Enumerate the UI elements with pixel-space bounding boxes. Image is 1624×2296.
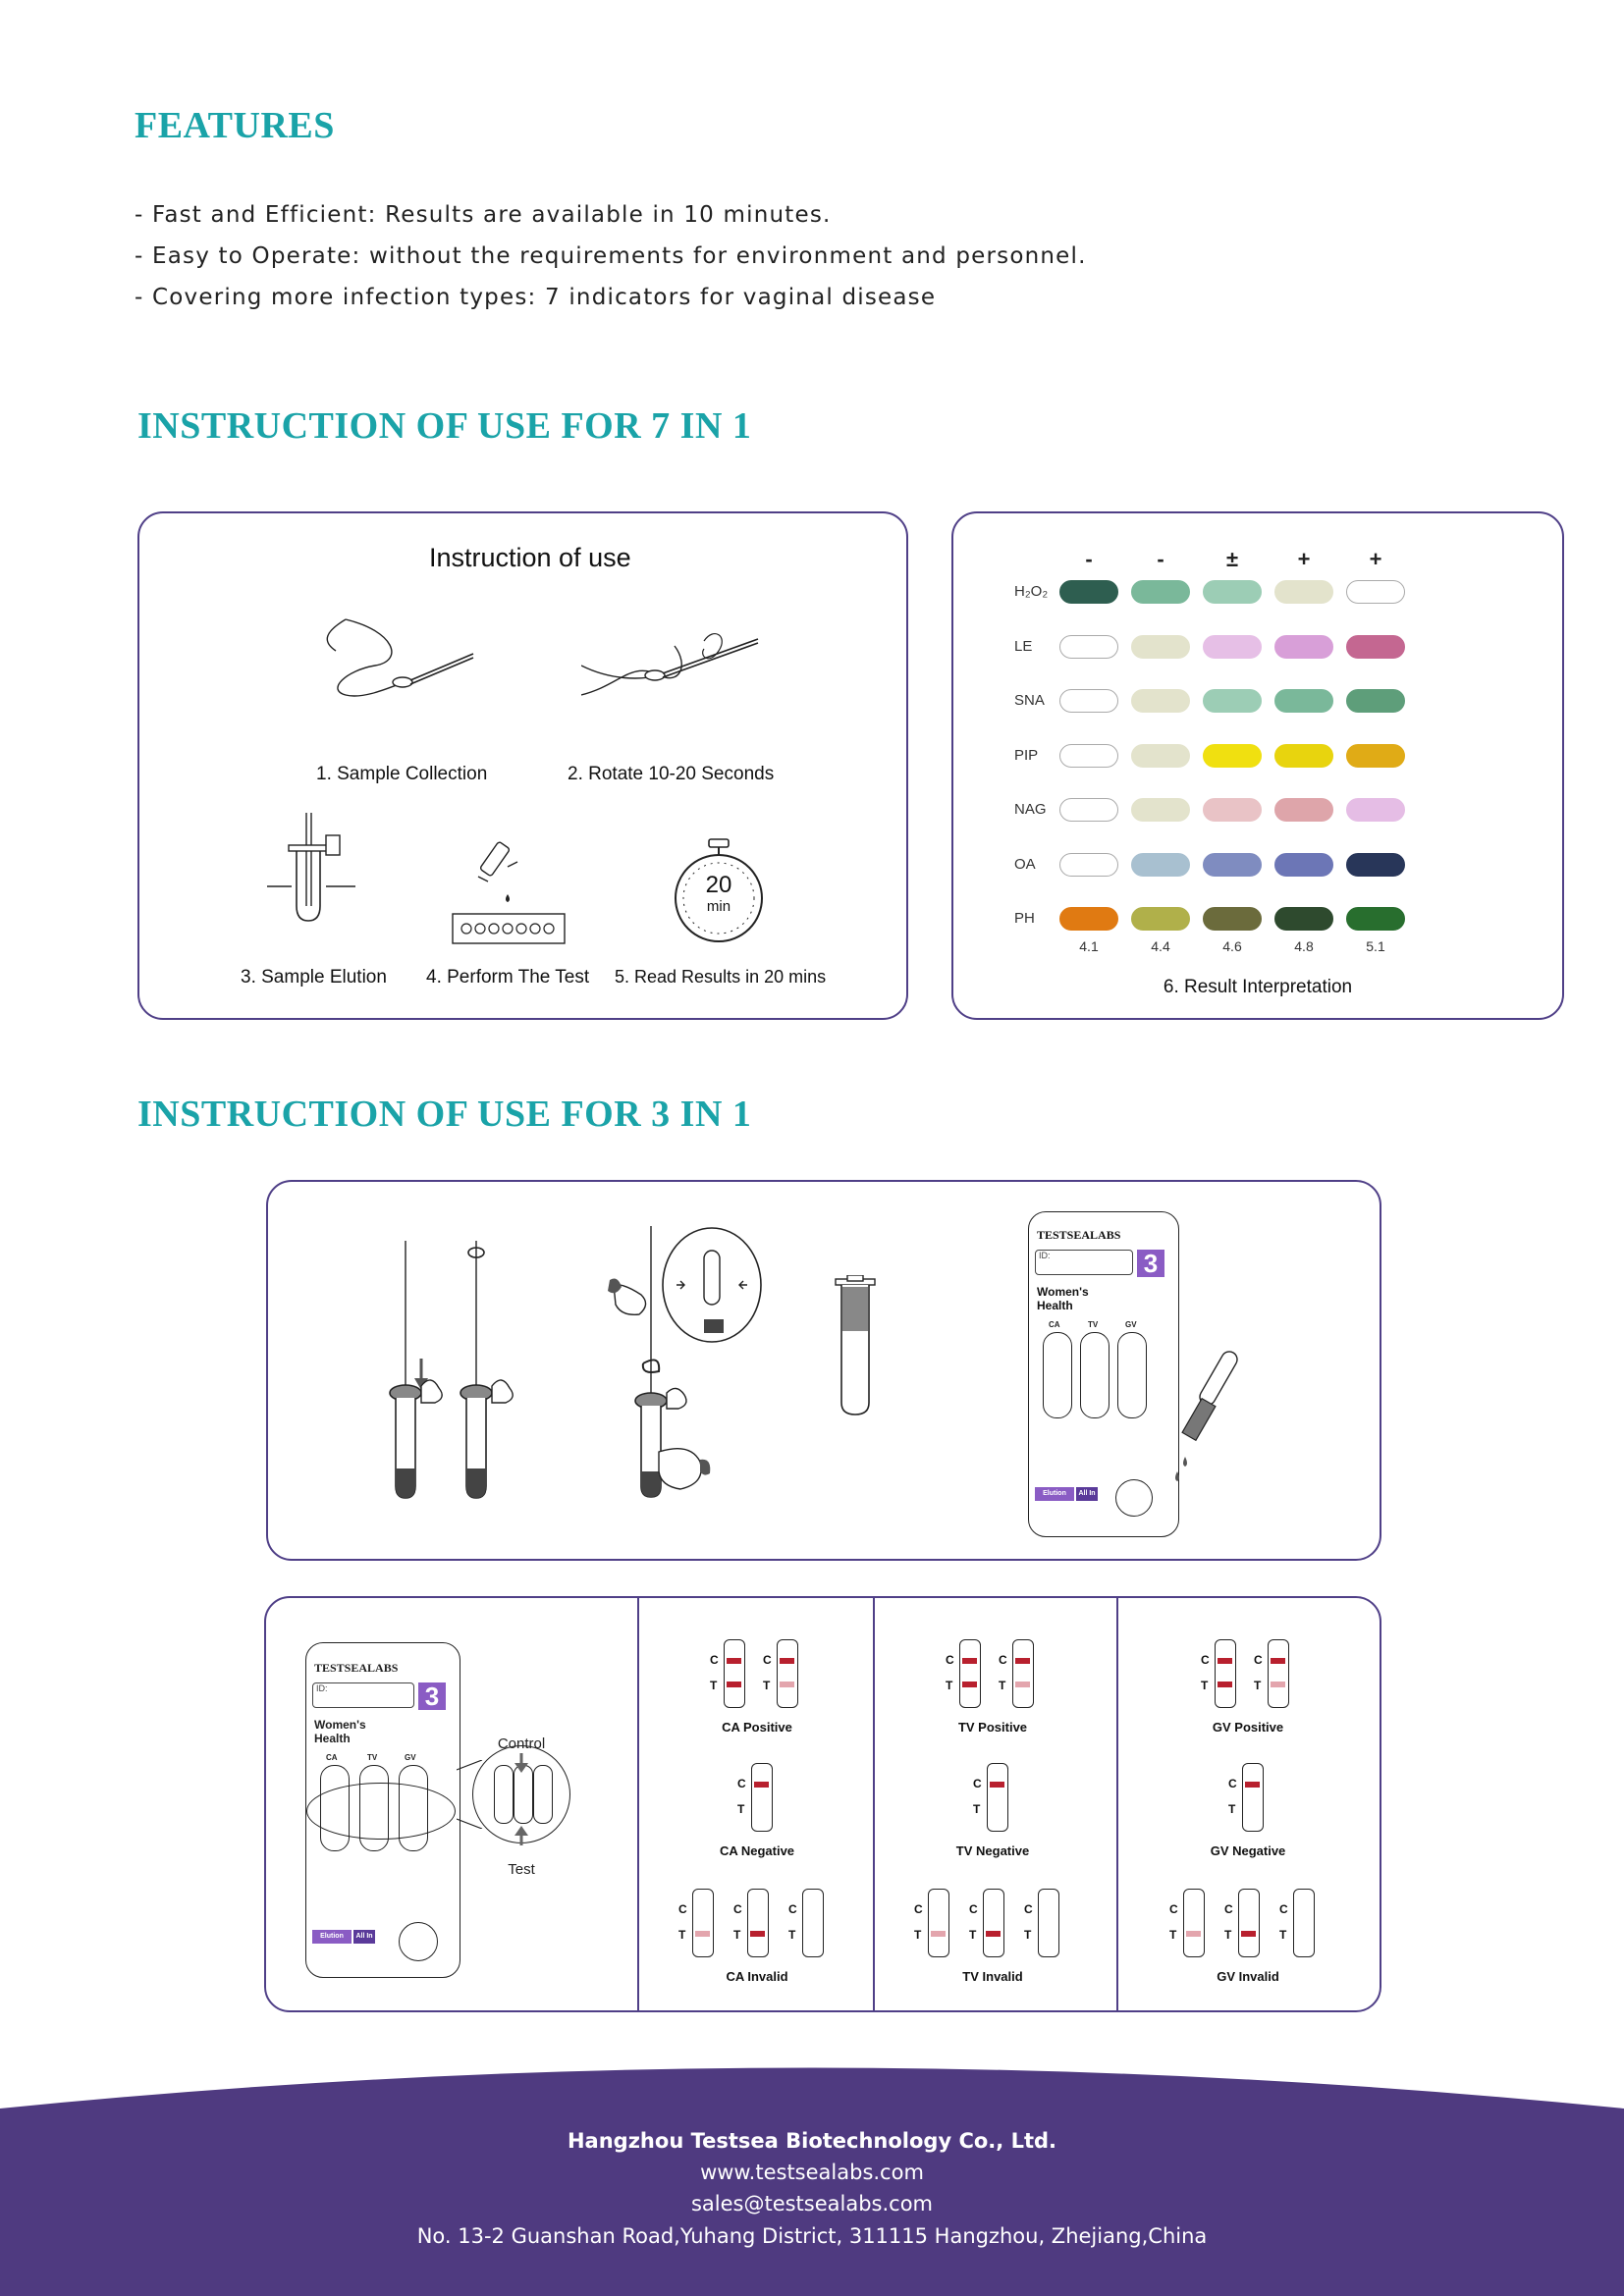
positive-caption: GV Positive [1212, 1720, 1284, 1735]
color-swatch [1059, 635, 1118, 659]
test-strip [692, 1889, 714, 1957]
dropper-icon [1160, 1349, 1258, 1496]
indicator-label: OA [1014, 855, 1036, 873]
control-letter: C [1169, 1902, 1178, 1916]
step-5-caption: 5. Read Results in 20 mins [615, 967, 827, 987]
features-heading: FEATURES [135, 105, 335, 146]
footer-website[interactable]: www.testsealabs.com [700, 2161, 924, 2184]
test-letter: T [946, 1679, 953, 1692]
channel-label-gv: GV [1125, 1320, 1137, 1329]
device-brand: TESTSEALABS [1037, 1228, 1121, 1242]
test-strip [928, 1889, 949, 1957]
color-swatch [1274, 635, 1333, 659]
color-swatch [1274, 689, 1333, 713]
zoom-connector [457, 1760, 486, 1829]
instruction-panel-title: Instruction of use [429, 543, 631, 572]
test-strip [1242, 1763, 1264, 1832]
result-device-brand: TESTSEALABS [314, 1661, 399, 1675]
timer-unit: min [706, 898, 731, 915]
tube-swab-insert-icon [366, 1241, 582, 1516]
control-letter: C [914, 1902, 923, 1916]
control-band [990, 1782, 1004, 1788]
result-device-title [314, 1718, 366, 1745]
color-swatch [1274, 853, 1333, 877]
result-device-title-line1: Women's [314, 1718, 366, 1732]
test-strip [777, 1639, 798, 1708]
negative-caption: TV Negative [955, 1843, 1030, 1858]
test-strip [987, 1763, 1008, 1832]
test-letter: T [1254, 1679, 1262, 1692]
result-interpretation-caption: 6. Result Interpretation [1163, 977, 1353, 997]
color-swatch [1131, 853, 1190, 877]
result-device-number: 3 [418, 1682, 446, 1710]
control-band [780, 1658, 794, 1664]
control-letter: C [969, 1902, 978, 1916]
result-device-title-line2: Health [314, 1732, 351, 1745]
test-band [962, 1682, 977, 1687]
test-letter: T [1169, 1928, 1177, 1942]
zoom-window-tv [514, 1765, 533, 1824]
color-swatch [1203, 798, 1262, 822]
test-letter: T [999, 1679, 1006, 1692]
color-swatch [1059, 580, 1118, 604]
color-swatch [1059, 689, 1118, 713]
test-band [750, 1931, 765, 1937]
color-swatch [1346, 689, 1405, 713]
device-title-line1: Women's [1037, 1285, 1089, 1299]
test-strip [1238, 1889, 1260, 1957]
color-swatch [1346, 580, 1405, 604]
result-interpretation-panel [951, 511, 1564, 1020]
control-letter: C [710, 1653, 719, 1667]
control-letter: C [999, 1653, 1007, 1667]
sample-tube-icon [826, 1275, 885, 1417]
color-swatch [1131, 635, 1190, 659]
color-swatch [1346, 798, 1405, 822]
control-band [754, 1782, 769, 1788]
invalid-caption: TV Invalid [962, 1969, 1023, 1984]
color-swatch [1203, 635, 1262, 659]
test-band [727, 1682, 741, 1687]
elution-label: Elution [1035, 1487, 1074, 1501]
control-letter: C [1201, 1653, 1210, 1667]
test-strip [1012, 1639, 1034, 1708]
test-band [1015, 1682, 1030, 1687]
test-band [1271, 1682, 1285, 1687]
control-letter: C [973, 1777, 982, 1790]
test-strip [1215, 1639, 1236, 1708]
test-letter: T [1201, 1679, 1209, 1692]
result-sign: - [1157, 547, 1164, 571]
result-channel-gv: GV [405, 1753, 416, 1762]
color-swatch [1203, 580, 1262, 604]
control-letter: C [788, 1902, 797, 1916]
sample-well [1115, 1479, 1153, 1517]
indicator-label: PH [1014, 910, 1035, 927]
test-strip [1183, 1889, 1205, 1957]
dropper-cassette-icon [449, 837, 576, 945]
device-id-field: ID: [1035, 1250, 1133, 1275]
footer-address: No. 13-2 Guanshan Road,Yuhang District, 311115 Hangzhou, Zhejiang,China [416, 2224, 1208, 2248]
color-swatch [1131, 689, 1190, 713]
result-cassette [305, 1642, 460, 1978]
color-swatch [1274, 580, 1333, 604]
device-title [1037, 1285, 1089, 1312]
features-list [135, 194, 1087, 318]
invalid-caption: GV Invalid [1217, 1969, 1279, 1984]
control-letter: C [737, 1777, 746, 1790]
test-letter: T [914, 1928, 922, 1942]
test-strip [959, 1639, 981, 1708]
test-label: Test [508, 1861, 535, 1878]
control-letter: C [1254, 1653, 1263, 1667]
color-swatch [1346, 635, 1405, 659]
test-strip [1038, 1889, 1059, 1957]
feature-item: - Easy to Operate: without the requirements for environment and personnel. [135, 243, 1087, 269]
color-swatch [1203, 853, 1262, 877]
test-letter: T [1228, 1802, 1236, 1816]
result-sign: + [1369, 547, 1382, 571]
color-swatch [1346, 907, 1405, 931]
step-2-caption: 2. Rotate 10-20 Seconds [568, 764, 775, 784]
control-letter: C [1224, 1902, 1233, 1916]
color-swatch [1059, 853, 1118, 877]
result-channel-ca: CA [326, 1753, 338, 1762]
test-strip [747, 1889, 769, 1957]
invalid-caption: CA Invalid [726, 1969, 788, 1984]
control-letter: C [1228, 1777, 1237, 1790]
device-title-line2: Health [1037, 1299, 1073, 1312]
control-band [1218, 1658, 1232, 1664]
test-strip [1268, 1639, 1289, 1708]
procedure-3in1-panel [266, 1180, 1381, 1561]
color-swatch [1059, 744, 1118, 768]
channel-window-tv [1080, 1332, 1110, 1418]
test-letter: T [737, 1802, 745, 1816]
control-band [1271, 1658, 1285, 1664]
feature-item: - Fast and Efficient: Results are available in 10 minutes. [135, 202, 832, 228]
control-letter: C [1279, 1902, 1288, 1916]
test-letter: T [1024, 1928, 1032, 1942]
indicator-label: H₂O₂ [1014, 583, 1049, 600]
column-divider [873, 1598, 875, 2010]
result-channel-tv: TV [367, 1753, 378, 1762]
test-arrow-icon [512, 1826, 531, 1845]
control-label: Control [497, 1735, 546, 1752]
test-letter: T [763, 1679, 771, 1692]
control-letter: C [678, 1902, 687, 1916]
test-strip [751, 1763, 773, 1832]
section-7in1-heading: INSTRUCTION OF USE FOR 7 IN 1 [137, 405, 752, 447]
color-swatch [1274, 798, 1333, 822]
swab-collection-icon [316, 612, 483, 705]
color-swatch [1059, 907, 1118, 931]
indicator-label: LE [1014, 637, 1033, 655]
color-swatch [1203, 689, 1262, 713]
color-swatch [1131, 907, 1190, 931]
color-swatch [1059, 798, 1118, 822]
indicator-label: SNA [1014, 692, 1045, 709]
result-window-highlight [306, 1783, 456, 1840]
step-3-caption: 3. Sample Elution [241, 967, 387, 988]
color-swatch [1203, 744, 1262, 768]
ph-tick-label: 5.1 [1366, 938, 1385, 954]
test-band [695, 1931, 710, 1937]
footer-company: Hangzhou Testsea Biotechnology Co., Ltd. [567, 2129, 1056, 2153]
control-arrow-icon [512, 1753, 531, 1773]
elution-tube-icon [267, 808, 365, 926]
column-divider [1116, 1598, 1118, 2010]
test-band [1218, 1682, 1232, 1687]
color-swatch [1274, 907, 1333, 931]
test-letter: T [733, 1928, 741, 1942]
color-swatch [1203, 907, 1262, 931]
timer-value: 20 [705, 872, 732, 898]
hand-rotate-swab-icon [582, 1226, 779, 1521]
test-band [986, 1931, 1001, 1937]
control-band [727, 1658, 741, 1664]
swab-rotate-icon [581, 621, 768, 700]
control-band [1245, 1782, 1260, 1788]
color-swatch [1131, 580, 1190, 604]
result-add-label: All In [353, 1930, 375, 1944]
test-strip [802, 1889, 824, 1957]
zoom-window-gv [533, 1765, 553, 1824]
control-letter: C [763, 1653, 772, 1667]
channel-label-ca: CA [1049, 1320, 1060, 1329]
control-band [962, 1658, 977, 1664]
zoom-window-ca [494, 1765, 514, 1824]
device-number-badge: 3 [1137, 1250, 1164, 1277]
result-elution-label: Elution [312, 1930, 352, 1944]
result-device-id-field: ID: [312, 1682, 414, 1708]
control-letter: C [1024, 1902, 1033, 1916]
control-band [1015, 1658, 1030, 1664]
test-band [780, 1682, 794, 1687]
test-letter: T [678, 1928, 686, 1942]
color-swatch [1346, 853, 1405, 877]
results-3in1-panel [264, 1596, 1381, 2012]
negative-caption: GV Negative [1210, 1843, 1286, 1858]
footer-email[interactable]: sales@testsealabs.com [690, 2192, 934, 2216]
test-letter: T [969, 1928, 977, 1942]
test-strip [983, 1889, 1004, 1957]
test-cassette-3in1 [1028, 1211, 1179, 1537]
test-band [1186, 1931, 1201, 1937]
column-divider [637, 1598, 639, 2010]
test-band [1241, 1931, 1256, 1937]
test-letter: T [710, 1679, 718, 1692]
test-letter: T [973, 1802, 981, 1816]
color-swatch [1131, 798, 1190, 822]
test-letter: T [1279, 1928, 1287, 1942]
step-4-caption: 4. Perform The Test [426, 967, 590, 988]
add-label: All In [1076, 1487, 1098, 1501]
result-sample-well [399, 1922, 438, 1961]
ph-tick-label: 4.8 [1294, 938, 1314, 954]
ph-tick-label: 4.1 [1079, 938, 1099, 954]
channel-window-gv [1117, 1332, 1147, 1418]
step-1-caption: 1. Sample Collection [316, 764, 488, 784]
positive-caption: CA Positive [722, 1720, 792, 1735]
test-letter: T [788, 1928, 796, 1942]
result-sign: ± [1225, 547, 1239, 571]
section-3in1-heading: INSTRUCTION OF USE FOR 3 IN 1 [137, 1094, 752, 1135]
indicator-label: PIP [1014, 746, 1039, 764]
test-strip [724, 1639, 745, 1708]
test-band [931, 1931, 946, 1937]
test-strip [1293, 1889, 1315, 1957]
indicator-label: NAG [1014, 801, 1047, 818]
result-sign: - [1085, 547, 1093, 571]
instruction-panel [137, 511, 908, 1020]
negative-caption: CA Negative [719, 1843, 795, 1858]
channel-window-ca [1043, 1332, 1072, 1418]
color-swatch [1274, 744, 1333, 768]
positive-caption: TV Positive [957, 1720, 1028, 1735]
ph-tick-label: 4.6 [1222, 938, 1242, 954]
color-swatch [1346, 744, 1405, 768]
color-swatch [1131, 744, 1190, 768]
feature-item: - Covering more infection types: 7 indicators for vaginal disease [135, 285, 937, 310]
result-sign: + [1297, 547, 1311, 571]
test-letter: T [1224, 1928, 1232, 1942]
ph-tick-label: 4.4 [1151, 938, 1170, 954]
channel-label-tv: TV [1088, 1320, 1099, 1329]
control-letter: C [946, 1653, 954, 1667]
control-letter: C [733, 1902, 742, 1916]
